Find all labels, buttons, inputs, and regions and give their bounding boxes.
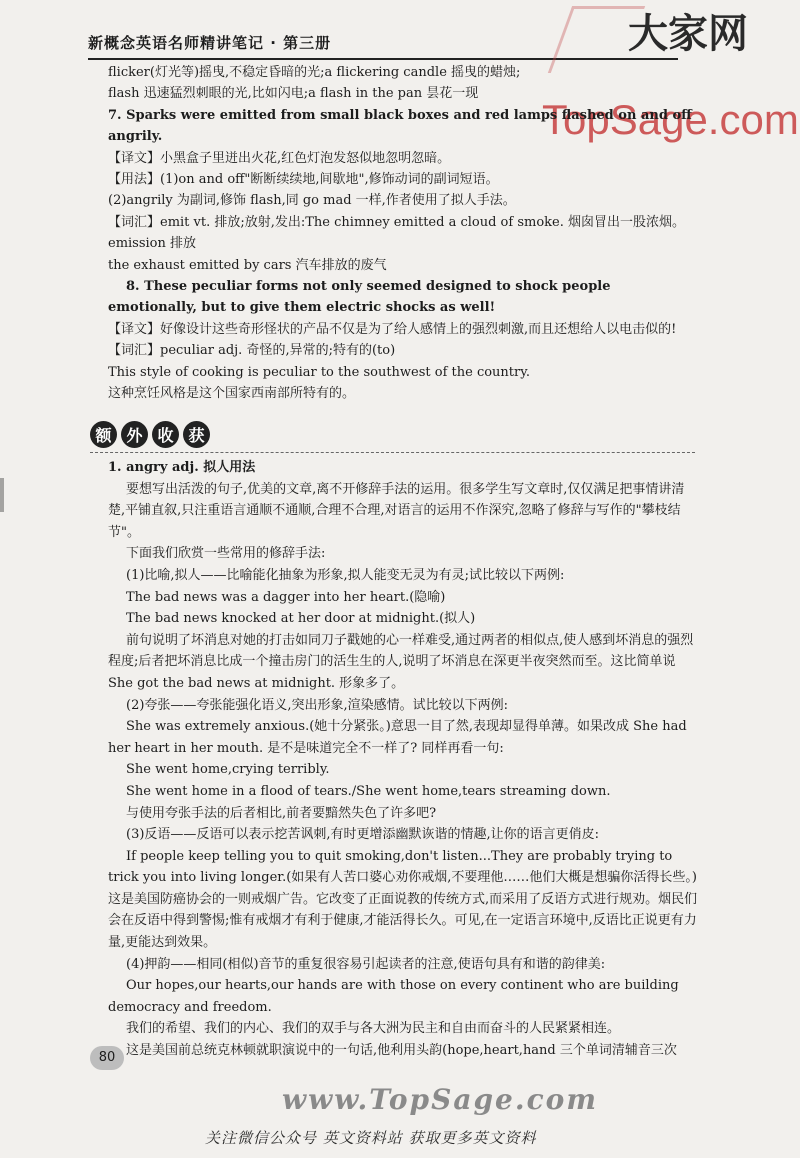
vocab-line: 【词汇】peculiar adj. 奇怪的,异常的;特有的(to) bbox=[108, 343, 396, 359]
usage-line: (2)angrily 为副词,修饰 flash,同 go mad 一样,作者使用了拟人手法。 bbox=[108, 193, 516, 209]
section-char: 额 bbox=[90, 421, 117, 448]
text-line: emission 排放 bbox=[108, 236, 197, 252]
section-char: 收 bbox=[152, 421, 179, 448]
example-line: She went home in a flood of tears./She went home,tears streaming down. bbox=[126, 783, 611, 799]
footer-note: 关注微信公众号 英文资料站 获取更多英文资料 bbox=[205, 1129, 537, 1147]
vocab-line: 【词汇】emit vt. 排放;放射,发出:The chimney emitted a cloud of smoke. 烟囱冒出一股浓烟。 bbox=[108, 214, 685, 230]
text-line: flash 迅速猛烈刺眼的光,比如闪电;a flash in the pan 昙花一现 bbox=[108, 86, 479, 102]
paragraph: (4)押韵——相同(相似)音节的重复很容易引起读者的注意,使语句具有和谐的韵律美: bbox=[126, 956, 606, 972]
translation-line: 【译文】好像设计这些奇形怪状的产品不仅是为了给人感情上的强烈刺激,而且还想给人以电击似的! bbox=[108, 321, 677, 337]
watermark-logo-cn: 大家网 bbox=[628, 10, 748, 57]
example-line: She went home,crying terribly. bbox=[126, 762, 330, 778]
paragraph: (1)比喻,拟人——比喻能化抽象为形象,拟人能变无灵为有灵;试比较以下两例: bbox=[126, 567, 565, 583]
section-char: 外 bbox=[121, 421, 148, 448]
footer-watermark-url: www.TopSage.com bbox=[282, 1083, 598, 1116]
paragraph: (2)夸张——夸张能强化语义,突出形象,渲染感情。试比较以下两例: bbox=[126, 697, 509, 713]
text-line: flicker(灯光等)摇曳,不稳定昏暗的光;a flickering candle 摇曳的蜡烛; bbox=[108, 65, 521, 80]
page-number: 80 bbox=[90, 1046, 124, 1070]
section-divider bbox=[90, 452, 695, 453]
paragraph: 这是美国前总统克林顿就职演说中的一句话,他利用头韵(hope,heart,hand 三个单词清辅音三次 bbox=[126, 1043, 677, 1059]
text-line: 这种烹饪风格是这个国家西南部所特有的。 bbox=[108, 386, 356, 402]
watermark-logo-url: TopSage.com bbox=[542, 96, 799, 143]
book-title: 新概念英语名师精讲笔记 · 第三册 bbox=[88, 34, 332, 52]
sentence-heading: 7. Sparks were emitted from small black boxes and red lamps flashed on and off angrily. bbox=[108, 107, 692, 145]
example-line: The bad news was a dagger into her heart.(隐喻) bbox=[126, 589, 446, 605]
paragraph: 下面我们欣赏一些常用的修辞手法: bbox=[126, 546, 326, 562]
section-char: 获 bbox=[183, 421, 210, 448]
translation-line: 【译文】小黑盒子里迸出火花,红色灯泡发怒似地忽明忽暗。 bbox=[108, 150, 451, 166]
text-line: This style of cooking is peculiar to the southwest of the country. bbox=[108, 364, 530, 380]
paragraph: 我们的希望、我们的内心、我们的双手与各大洲为民主和自由而奋斗的人民紧紧相连。 bbox=[126, 1021, 621, 1037]
section-badge bbox=[90, 421, 210, 448]
paragraph: If people keep telling you to quit smoking,don't listen...They are probably trying to trick you into living longer.(如果有人苦口婆心劝你戒烟,不要理他……他们大概是想骗你活得长些。)这是美国防癌协会的一则戒烟广告。它改变了正面说教的传统方式,而采用了反语方式进行规劝。烟民们会在反语中得到警惕;惟有戒烟才有利于健康,才能活得长久。可见,在一定语言环境中,反语比正说更有力量,更能达到效果。 bbox=[108, 848, 698, 951]
scan-edge-mark bbox=[0, 478, 4, 512]
sentence-heading: 8. These peculiar forms not only seemed designed to shock people emotionally, but to give them electric shocks as well! bbox=[108, 279, 611, 316]
paragraph: She was extremely anxious.(她十分紧张。)意思一目了然,表现却显得单薄。如果改成 She had her heart in her mouth. 是不是味道完全不一样了? 同样再看一句: bbox=[108, 719, 687, 756]
extra-section-body bbox=[108, 457, 698, 1062]
example-line: The bad news knocked at her door at midnight.(拟人) bbox=[126, 611, 476, 627]
paragraph: 前句说明了坏消息对她的打击如同刀子戳她的心一样难受,通过两者的相似点,使人感到坏消息的强烈程度;后者把坏消息比成一个撞击房门的活生生的人,说明了坏消息在深更半夜突然而至。这比简单说 She got the bad news at midnight. 形象多了。 bbox=[108, 632, 694, 691]
example-line: Our hopes,our hearts,our hands are with those on every continent who are building democracy and freedom. bbox=[108, 978, 679, 1015]
paragraph: 要想写出活泼的句子,优美的文章,离不开修辞手法的运用。很多学生写文章时,仅仅满足把事情讲清楚,平铺直叙,只注重语言通顺不通顺,合理不合理,对语言的运用不作深究,忽略了修辞与写作的"攀枝结节"。 bbox=[108, 481, 685, 540]
paragraph: 与使用夸张手法的后者相比,前者要黯然失色了许多吧? bbox=[126, 805, 437, 821]
usage-line: 【用法】(1)on and off"断断续续地,间歇地",修饰动词的副词短语。 bbox=[108, 172, 499, 188]
text-line: the exhaust emitted by cars 汽车排放的废气 bbox=[108, 257, 387, 273]
notes-top bbox=[108, 62, 698, 405]
paragraph: (3)反语——反语可以表示挖苦讽刺,有时更增添幽默诙谐的情趣,让你的语言更俏皮: bbox=[126, 827, 600, 843]
subheading: 1. angry adj. 拟人用法 bbox=[108, 460, 256, 475]
